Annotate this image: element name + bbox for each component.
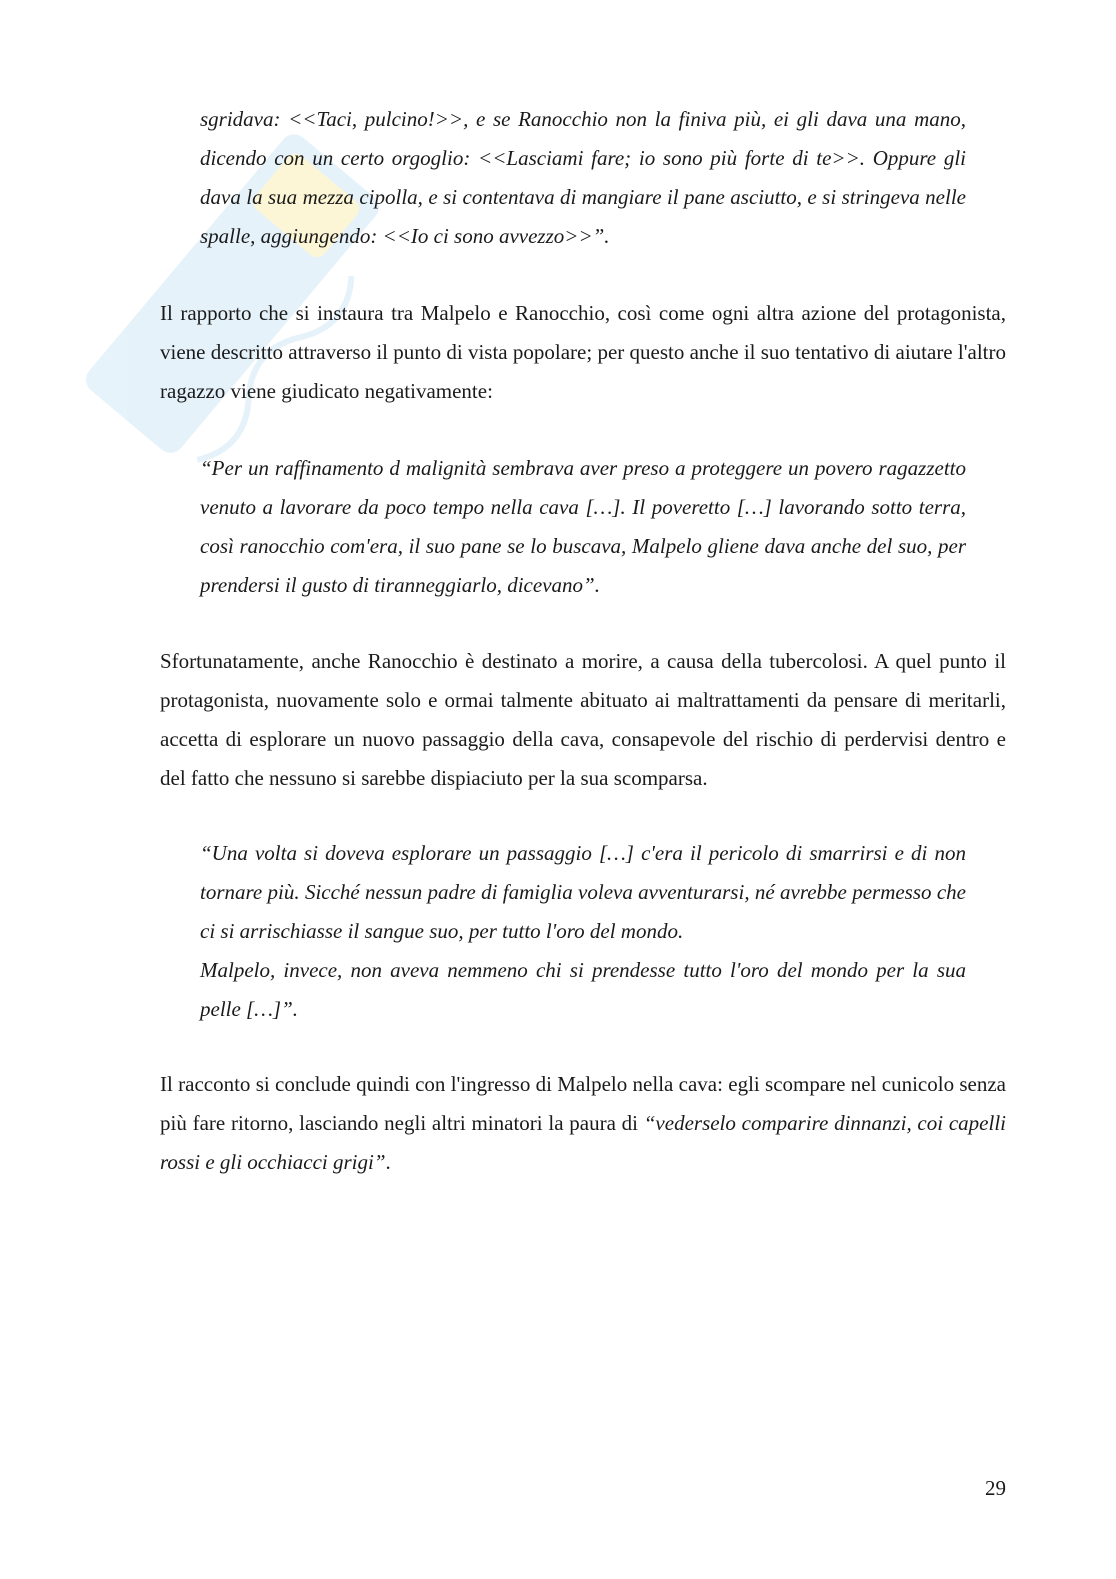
quote-3-part-1: “Una volta si doveva esplorare un passaggio […] c'era il pericolo di smarrirsi e di non tornare più. Sicché nessun padre di famiglia voleva avventurarsi, né avrebbe permesso che ci si arrischiasse il sangue suo, per tutto l'oro del mondo. — [200, 841, 966, 943]
paragraph-3 — [160, 1065, 1006, 1182]
paragraph-2 — [160, 642, 1006, 798]
paragraph-3-quote: “vederselo comparire dinnanzi, coi capelli rossi e gli occhiacci grigi” — [160, 1111, 1006, 1174]
quote-block-3 — [200, 834, 966, 1029]
quote-3-part-2: Malpelo, invece, non aveva nemmeno chi si prendesse tutto l'oro del mondo per la sua pelle […]”. — [200, 958, 966, 1021]
page-number: 29 — [985, 1476, 1006, 1500]
quote-2-text: “Per un raffinamento d malignità sembrava aver preso a proteggere un povero ragazzetto venuto a lavorare da poco tempo nella cava […]. Il poveretto […] lavorando sotto terra, così ranocchio com'era, il suo pane se lo buscava, Malpelo gliene dava anche del suo, per prendersi il gusto di tiranneggiarlo, dicevano”. — [200, 456, 966, 597]
paragraph-3-end: . — [385, 1150, 391, 1174]
quote-block-2 — [200, 449, 966, 605]
quote-1-text: sgridava: <<Taci, pulcino!>>, e se Ranocchio non la finiva più, ei gli dava una mano, dicendo con un certo orgoglio: <<Lasciami fare; io sono più forte di te>>. Oppure gli dava la sua mezza cipolla, e si contentava di mangiare il pane asciutto, e si stringeva nelle spalle, aggiungendo: <<Io ci sono avvezzo>>”. — [200, 107, 966, 248]
paragraph-1 — [160, 294, 1006, 411]
paragraph-1-text: Il rapporto che si instaura tra Malpelo e Ranocchio, così come ogni altra azione del protagonista, viene descritto attraverso il punto di vista popolare; per questo anche il suo tentativo di aiutare l'altro ragazzo viene giudicato negativamente: — [160, 301, 1006, 403]
paragraph-3-text: Il racconto si conclude quindi con l'ingresso di Malpelo nella cava: egli scompare nel cunicolo senza più fare ritorno, lasciando negli altri minatori la paura di — [160, 1072, 1006, 1135]
paragraph-2-text: Sfortunatamente, anche Ranocchio è destinato a morire, a causa della tubercolosi. A quel punto il protagonista, nuovamente solo e ormai talmente abituato ai maltrattamenti da pensare di meritarli, accetta di esplorare un nuovo passaggio della cava, consapevole del rischio di perdervisi dentro e del fatto che nessuno si sarebbe dispiaciuto per la sua scomparsa. — [160, 649, 1006, 790]
quote-block-1 — [200, 100, 966, 256]
